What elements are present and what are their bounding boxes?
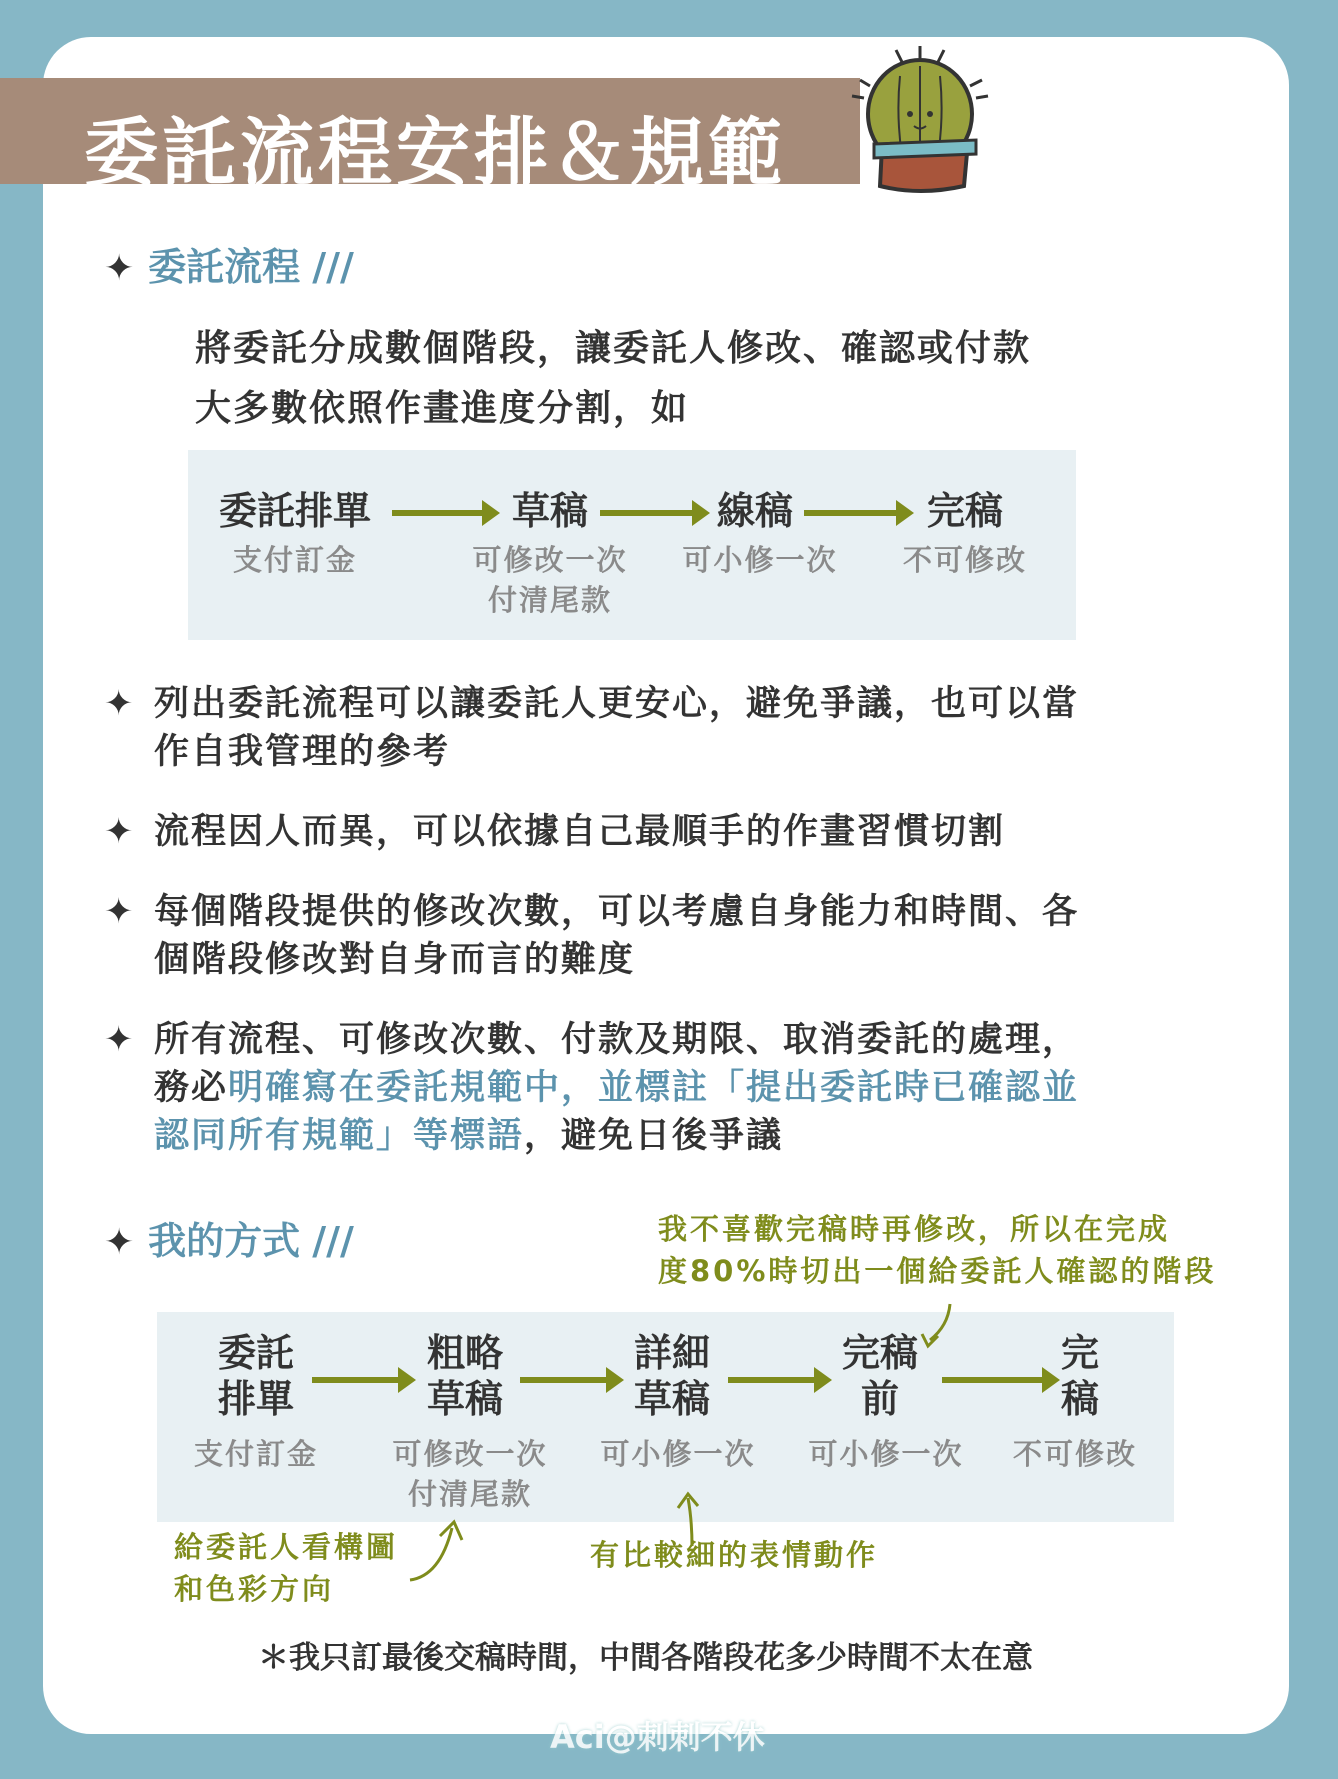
- cactus-mascot-icon: [830, 36, 1010, 216]
- credit-watermark: Aci@刺刺不休: [550, 1718, 765, 1756]
- arrow-icon: [804, 510, 900, 516]
- star-icon: ✦: [104, 1020, 136, 1060]
- bullet-item: ✦ 每個階段提供的修改次數，可以考慮自身能力和時間、各 個階段修改對自身而言的難度: [104, 888, 1204, 988]
- flow1-note: 可修改一次 付清尾款: [472, 543, 628, 617]
- flow1-note: 可小修一次: [682, 543, 838, 577]
- highlight-text: 明確寫在委託規範中，並標註「提出委託時已確認並 認同所有規範」等標語: [154, 1068, 1080, 1156]
- flow2-note: 支付訂金: [193, 1437, 318, 1471]
- flow2-stage: 完 稿: [1060, 1331, 1099, 1421]
- star-icon: ✦: [104, 812, 136, 852]
- page-title: 委託流程安排＆規範: [84, 110, 786, 196]
- flow1-stage: 線稿: [716, 489, 793, 533]
- annotation-left: 給委託人看構圖 和色彩方向: [174, 1530, 399, 1606]
- footnote: ＊我只訂最後交稿時間，中間各階段花多少時間不太在意: [258, 1640, 1033, 1676]
- annotation-middle: 有比較細的表情動作: [590, 1538, 879, 1572]
- intro-line-2: 大多數依照作畫進度分割，如: [195, 388, 690, 429]
- arrow-icon: [312, 1377, 402, 1383]
- flow1-stage: 完稿: [926, 489, 1003, 533]
- star-icon: ✦: [104, 892, 136, 932]
- arrow-icon: [942, 1377, 1046, 1383]
- bullet-item: ✦ 所有流程、可修改次數、付款及期限、取消委託的處理， 務必明確寫在委託規範中，並標註「提出委託時已確認並 認同所有規範」等標語，避免日後爭議: [104, 1016, 1204, 1166]
- flow2-stage: 委託 排單: [217, 1331, 294, 1421]
- flow2-stage: 粗略 草稿: [426, 1331, 503, 1421]
- annotation-arrow-icon: [400, 1516, 470, 1586]
- arrow-icon: [728, 1377, 818, 1383]
- section-heading-process: ✦ 委託流程 ///: [104, 245, 354, 289]
- star-icon: ✦: [104, 1222, 135, 1263]
- flow2-note: 可小修一次: [808, 1437, 964, 1471]
- flow2-stage: 完稿 前: [841, 1331, 918, 1421]
- flow1-note: 支付訂金: [232, 543, 357, 577]
- flow2-note: 可小修一次: [600, 1437, 756, 1471]
- flow1-stage: 草稿: [511, 489, 588, 533]
- bullet-item: ✦ 流程因人而異，可以依據自己最順手的作畫習慣切割: [104, 808, 1204, 860]
- arrow-icon: [520, 1377, 610, 1383]
- flow2-note: 不可修改: [1012, 1437, 1137, 1471]
- annotation-top: 我不喜歡完稿時再修改，所以在完成 度80%時切出一個給委託人確認的階段: [658, 1212, 1217, 1288]
- star-icon: ✦: [104, 248, 135, 289]
- intro-line-1: 將委託分成數個階段，讓委託人修改、確認或付款: [195, 328, 1032, 369]
- flow2-note: 可修改一次 付清尾款: [392, 1437, 548, 1511]
- flow2-stage: 詳細 草稿: [633, 1331, 710, 1421]
- star-icon: ✦: [104, 684, 136, 724]
- bullet-item: ✦ 列出委託流程可以讓委託人更安心，避免爭議，也可以當 作自我管理的參考: [104, 680, 1204, 780]
- annotation-arrow-icon: [900, 1300, 960, 1350]
- flow1-stage: 委託排單: [218, 489, 371, 533]
- flow1-note: 不可修改: [902, 543, 1027, 577]
- section-heading-my-way: ✦ 我的方式 ///: [104, 1219, 354, 1263]
